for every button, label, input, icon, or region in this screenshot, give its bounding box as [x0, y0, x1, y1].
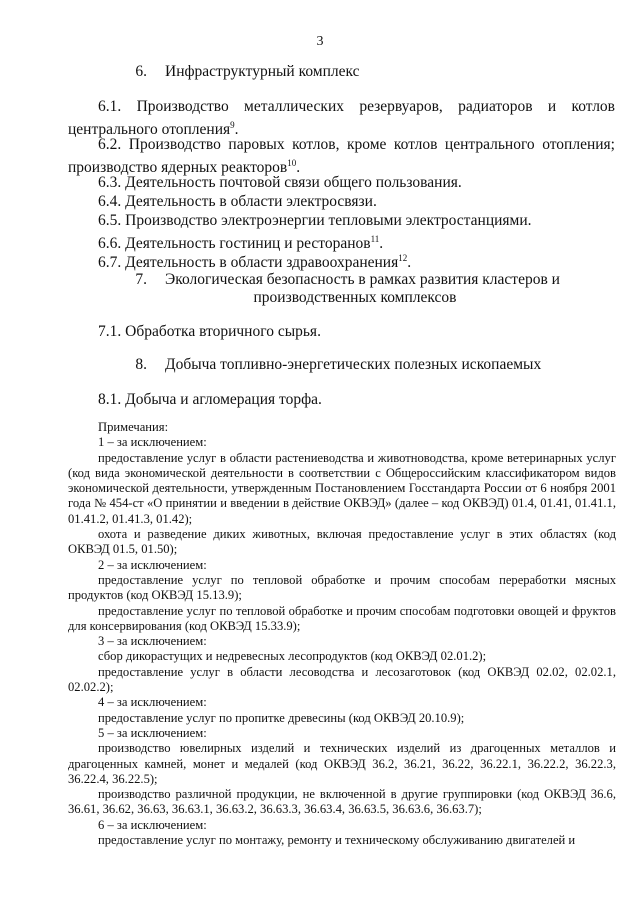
note-line: предоставление услуг по пропитке древесины (код ОКВЭД 20.10.9);: [98, 710, 465, 725]
note-line: 4 – за исключением:: [98, 695, 207, 710]
note-line: 1 – за исключением:: [98, 435, 207, 450]
item-text: 6.6. Деятельность гостиниц и ресторанов: [98, 235, 371, 253]
item-6-3: 6.3. Деятельность почтовой связи общего пользования.: [98, 174, 462, 191]
item-6-7: [68, 249, 615, 272]
item-tail: .: [407, 254, 412, 272]
note-line: предоставление услуг по тепловой обработке и прочим способам подготовки овощей и фруктов для консервирования (код ОКВЭД 15.33.9);: [68, 603, 616, 633]
item-8-1: 8.1. Добыча и агломерация торфа.: [98, 391, 322, 408]
note-line: 6 – за исключением:: [98, 817, 207, 832]
footnote-ref: 10: [287, 158, 297, 168]
notes-title: Примечания:: [98, 420, 169, 434]
note-line: предоставление услуг в области лесоводства и лесозаготовок (код ОКВЭД 02.02, 02.02.1, 02.02.2);: [68, 664, 616, 695]
item-6-1: [68, 97, 615, 139]
section-title-line2: производственных комплексов: [253, 289, 457, 306]
item-text: 6.1. Производство металлических резервуаров, радиаторов и котлов центрального отопления: [68, 98, 615, 139]
footnote-ref: 11: [370, 234, 380, 244]
item-tail: .: [234, 121, 239, 139]
note-line: 5 – за исключением:: [98, 725, 207, 740]
item-text: 6.2. Производство паровых котлов, кроме котлов центрального отопления; производство ядерных реакторов: [68, 136, 615, 177]
section-heading-6: [95, 62, 615, 82]
page-number: 3: [316, 34, 324, 49]
footnote-ref: 12: [398, 253, 408, 263]
note-line: производство ювелирных изделий и технических изделий из драгоценных металлов и драгоценных камней, монет и медалей (код ОКВЭД 36.2, 36.21, 36.22, 36.22.1, 36.22.2, 36.22.3, 36.22.4, 36.22.5);: [68, 741, 616, 786]
section-number: 6.: [135, 63, 147, 80]
item-tail: .: [379, 235, 384, 253]
note-line: предоставление услуг по тепловой обработке и прочим способам переработки мясных продуктов (код ОКВЭД 15.13.9);: [68, 572, 616, 603]
footnote-ref: 9: [230, 120, 235, 130]
notes-block: [68, 420, 616, 848]
section-number: 8.: [135, 356, 147, 373]
item-6-4: 6.4. Деятельность в области электросвязи.: [98, 193, 377, 210]
item-6-5: 6.5. Производство электроэнергии тепловыми электростанциями.: [98, 212, 532, 229]
note-line: 2 – за исключением:: [98, 557, 207, 572]
note-line: предоставление услуг по монтажу, ремонту и техническому обслуживанию двигателей и: [98, 833, 576, 848]
section-heading-8: [95, 355, 615, 375]
section-title: Инфраструктурный комплекс: [165, 63, 360, 80]
note-line: 3 – за исключением:: [98, 634, 207, 649]
note-line: производство различной продукции, не включенной в другие группировки (код ОКВЭД 36.6, 36.61, 36.62, 36.63, 36.63.1, 36.63.2, 36.63.3, 36.63.4, 36.63.5, 36.63.6, 36.63.7);: [68, 787, 616, 817]
item-text: 6.7. Деятельность в области здравоохранения: [98, 254, 399, 272]
section-number: 7.: [135, 271, 147, 288]
section-title: Добыча топливно-энергетических полезных ископаемых: [165, 356, 542, 373]
item-7-1: 7.1. Обработка вторичного сырья.: [98, 323, 321, 340]
note-line: предоставление услуг в области растениеводства и животноводства, кроме ветеринарных услуг (код вида экономической деятельности в соответствии с Общероссийским классификатором видов экономической деятельности, утвержденным Постановлением Госстандарта России от 6 ноября 2001 года № 454-ст «О принятии и введении в действие ОКВЭД» (далее – код ОКВЭД) 01.4, 01.41, 01.41.1, 01.41.2, 01.41.3, 01.42);: [68, 450, 616, 526]
item-tail: .: [296, 159, 301, 177]
note-line: охота и разведение диких животных, включая предоставление услуг в этих областях (код ОКВЭД 01.5, 01.50);: [68, 527, 616, 557]
note-line: сбор дикорастущих и недревесных лесопродуктов (код ОКВЭД 02.01.2);: [98, 649, 487, 664]
section-title-line1: Экологическая безопасность в рамках развития кластеров и: [165, 271, 560, 288]
item-6-2: [68, 135, 615, 177]
